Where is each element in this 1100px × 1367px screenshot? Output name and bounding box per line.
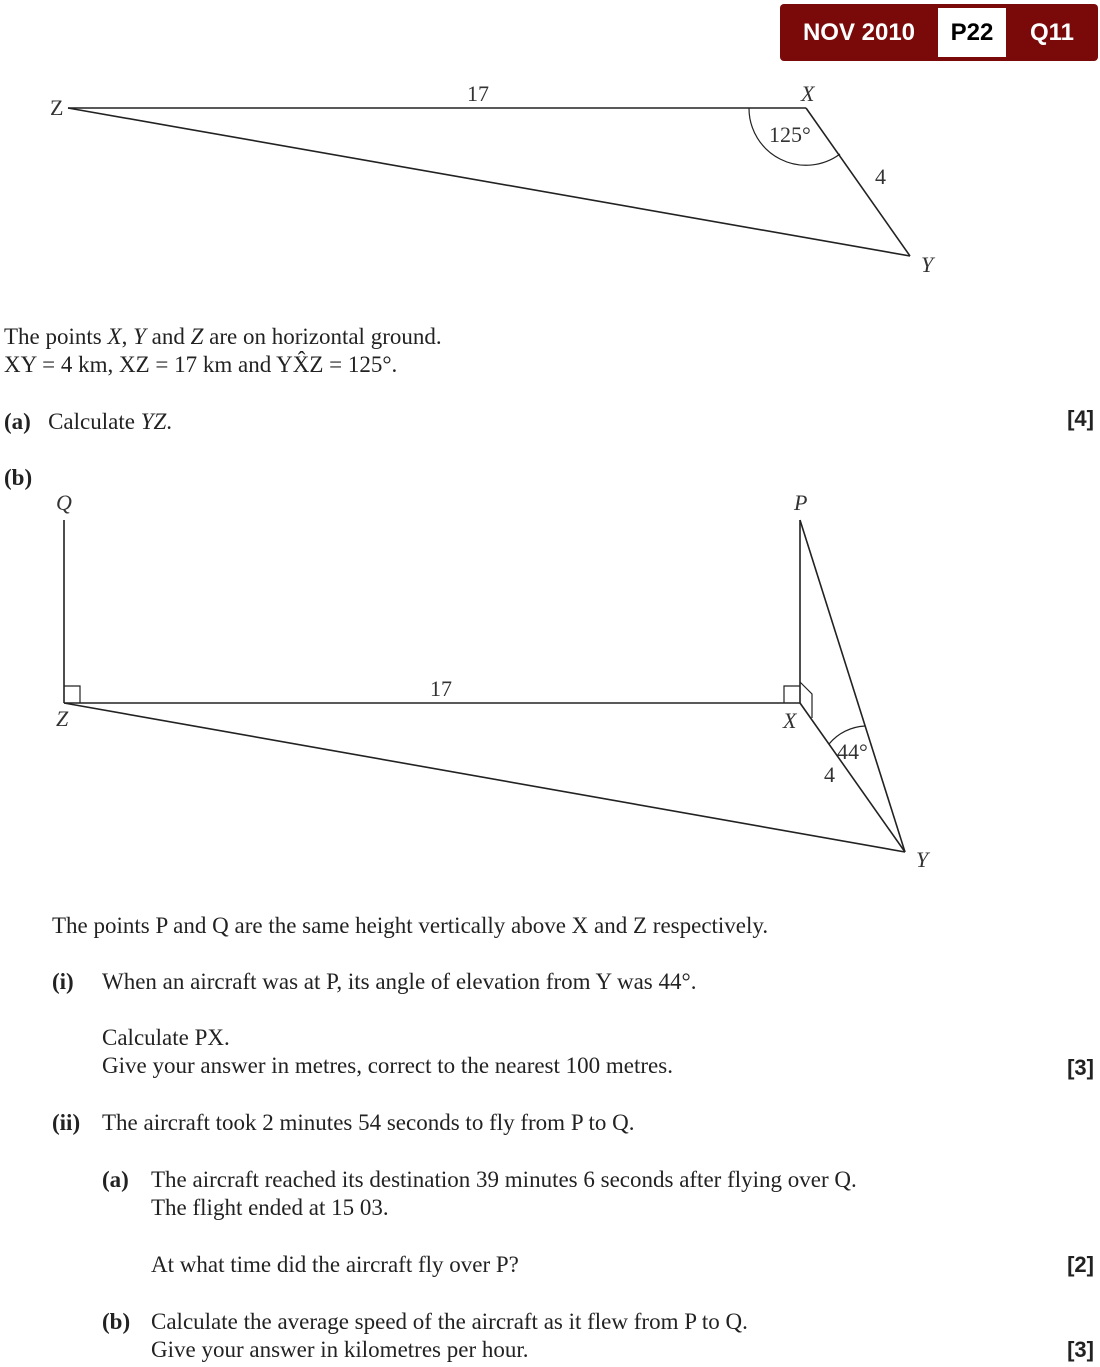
- fig2-label-q: Q: [56, 490, 72, 515]
- part-a: (a) Calculate YZ.: [4, 409, 173, 434]
- right-angle-x1: [784, 686, 800, 703]
- fig1-label-x: X: [801, 81, 815, 106]
- badge-session: NOV 2010: [802, 19, 916, 46]
- fig2-label-p: P: [794, 490, 808, 515]
- badge-paper: P22: [938, 8, 1006, 57]
- part-ii-b-line2: Give your answer in kilometres per hour.: [151, 1337, 529, 1362]
- part-b-label: (b): [4, 465, 33, 490]
- fig1-label-y: Y: [921, 252, 934, 277]
- line-xy: [800, 703, 905, 852]
- badge-question: Q11: [1029, 19, 1075, 46]
- side-xy: [806, 108, 910, 256]
- part-i-line2: Calculate PX.: [102, 1025, 230, 1050]
- fig2-label-y: Y: [916, 847, 929, 872]
- fig2-angle-44: 44°: [837, 739, 868, 764]
- line-py: [800, 520, 905, 852]
- fig1-side-4: 4: [875, 164, 886, 189]
- part-ii-b-label: (b): [102, 1309, 131, 1334]
- part-ii-label: (ii): [52, 1110, 81, 1135]
- part-ii-a-line2: The flight ended at 15 03.: [151, 1195, 389, 1220]
- fig2-label-z: Z: [56, 706, 69, 731]
- part-ii-a-label: (a): [102, 1167, 129, 1192]
- intro-line-2: XY = 4 km, XZ = 17 km and YX̂Z = 125°.: [4, 352, 398, 377]
- part-ii-a-line1: The aircraft reached its destination 39 minutes 6 seconds after flying over Q.: [151, 1167, 857, 1192]
- part-ii-b-marks: [3]: [1067, 1337, 1094, 1362]
- part-ii-b-line1: Calculate the average speed of the aircraft as it flew from P to Q.: [151, 1309, 748, 1334]
- part-a-label: (a): [4, 409, 31, 434]
- statement: The points P and Q are the same height vertically above X and Z respectively.: [52, 913, 769, 938]
- fig1-angle-125: 125°: [769, 122, 811, 147]
- fig2-side-17: 17: [430, 676, 452, 701]
- line-zy: [64, 703, 905, 852]
- fig1-side-17: 17: [467, 81, 489, 106]
- right-angle-z: [64, 686, 80, 703]
- part-ii-a-marks: [2]: [1067, 1252, 1094, 1277]
- part-i-marks: [3]: [1067, 1055, 1094, 1080]
- part-ii-text: The aircraft took 2 minutes 54 seconds to fly from P to Q.: [102, 1110, 635, 1135]
- intro-line-1: The points X, Y and Z are on horizontal ground.: [4, 324, 442, 349]
- fig2-side-4: 4: [824, 762, 835, 787]
- part-i-text: When an aircraft was at P, its angle of elevation from Y was 44°.: [102, 969, 697, 994]
- part-i-line3: Give your answer in metres, correct to the nearest 100 metres.: [102, 1053, 673, 1078]
- part-ii-a-line3: At what time did the aircraft fly over P?: [151, 1252, 519, 1277]
- part-a-marks: [4]: [1067, 406, 1094, 431]
- fig1-label-z: Z: [50, 95, 64, 120]
- fig2-label-x: X: [783, 708, 797, 733]
- figure-2-3d: [64, 520, 905, 852]
- part-i-label: (i): [52, 969, 74, 994]
